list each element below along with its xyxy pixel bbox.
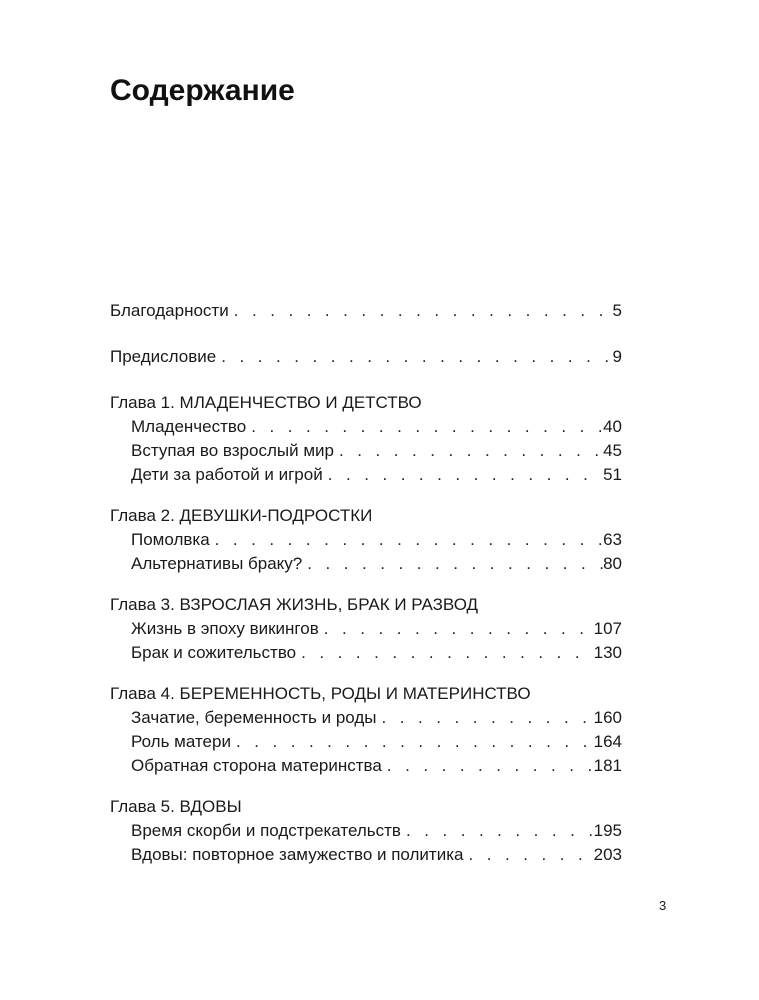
dot-leader bbox=[296, 641, 594, 665]
toc-section[interactable] bbox=[110, 439, 622, 463]
toc-page-number: 107 bbox=[593, 619, 622, 638]
toc-page-number: 195 bbox=[593, 821, 622, 840]
toc-section[interactable] bbox=[110, 415, 622, 439]
toc-page-number: 130 bbox=[593, 643, 622, 662]
toc-chapter-1-heading[interactable]: Глава 1. МЛАДЕНЧЕСТВО И ДЕТСТВО bbox=[110, 393, 422, 412]
toc-section[interactable] bbox=[110, 754, 622, 778]
toc-chapter-4-heading[interactable]: Глава 4. БЕРЕМЕННОСТЬ, РОДЫ И МАТЕРИНСТВО bbox=[110, 684, 531, 703]
toc-entry-label: Помолвка bbox=[131, 530, 210, 549]
toc-entry-label: Брак и сожительство bbox=[131, 643, 297, 662]
toc-section[interactable] bbox=[110, 552, 622, 576]
page-title: Содержание bbox=[110, 74, 295, 107]
dot-leader bbox=[231, 730, 594, 754]
toc-page-number: 45 bbox=[603, 441, 622, 460]
toc-entry-label: Младенчество bbox=[131, 417, 247, 436]
toc-page-number: 164 bbox=[593, 732, 622, 751]
dot-leader bbox=[319, 617, 594, 641]
page-number: 3 bbox=[659, 898, 667, 913]
toc-entry-label: Зачатие, беременность и роды bbox=[131, 708, 377, 727]
toc-section[interactable] bbox=[110, 641, 622, 665]
toc-entry-preface[interactable] bbox=[110, 345, 622, 369]
toc-entry-label: Предисловие bbox=[110, 347, 217, 366]
dot-leader bbox=[229, 299, 613, 323]
dot-leader bbox=[216, 345, 612, 369]
toc-chapter-5-heading[interactable]: Глава 5. ВДОВЫ bbox=[110, 797, 242, 816]
toc-entry-label: Роль матери bbox=[131, 732, 231, 751]
toc-section[interactable] bbox=[110, 843, 622, 867]
toc-page-number: 9 bbox=[612, 347, 622, 366]
toc-page-number: 51 bbox=[603, 465, 622, 484]
toc-entry-label: Вдовы: повторное замужество и политика bbox=[131, 845, 464, 864]
dot-leader bbox=[401, 819, 594, 843]
toc-section[interactable] bbox=[110, 617, 622, 641]
toc-entry-label: Благодарности bbox=[110, 301, 229, 320]
toc-page-number: 181 bbox=[593, 756, 622, 775]
dot-leader bbox=[302, 552, 603, 576]
toc-page-number: 203 bbox=[593, 845, 622, 864]
dot-leader bbox=[323, 463, 603, 487]
toc-chapter-3-heading[interactable]: Глава 3. ВЗРОСЛАЯ ЖИЗНЬ, БРАК И РАЗВОД bbox=[110, 595, 479, 614]
toc-chapter-2-heading[interactable]: Глава 2. ДЕВУШКИ-ПОДРОСТКИ bbox=[110, 506, 373, 525]
toc-page-number: 80 bbox=[603, 554, 622, 573]
toc-entry-label: Альтернативы браку? bbox=[131, 554, 303, 573]
toc-section[interactable] bbox=[110, 528, 622, 552]
toc-page-number: 40 bbox=[603, 417, 622, 436]
toc-section[interactable] bbox=[110, 730, 622, 754]
toc-page-number: 63 bbox=[603, 530, 622, 549]
dot-leader bbox=[463, 843, 593, 867]
dot-leader bbox=[334, 439, 603, 463]
dot-leader bbox=[382, 754, 594, 778]
toc-entry-label: Жизнь в эпоху викингов bbox=[131, 619, 319, 638]
toc-entry-label: Обратная сторона материнства bbox=[131, 756, 382, 775]
toc-entry-label: Время скорби и подстрекательств bbox=[131, 821, 401, 840]
dot-leader bbox=[377, 706, 594, 730]
toc-section[interactable] bbox=[110, 463, 622, 487]
toc-section[interactable] bbox=[110, 706, 622, 730]
toc-page-number: 160 bbox=[593, 708, 622, 727]
dot-leader bbox=[210, 528, 603, 552]
toc-entry-label: Дети за работой и игрой bbox=[131, 465, 323, 484]
toc-section[interactable] bbox=[110, 819, 622, 843]
table-of-contents bbox=[110, 299, 622, 867]
dot-leader bbox=[246, 415, 603, 439]
toc-entry-label: Вступая во взрослый мир bbox=[131, 441, 334, 460]
toc-page-number: 5 bbox=[612, 301, 622, 320]
toc-entry-acknowledgements[interactable] bbox=[110, 299, 622, 323]
